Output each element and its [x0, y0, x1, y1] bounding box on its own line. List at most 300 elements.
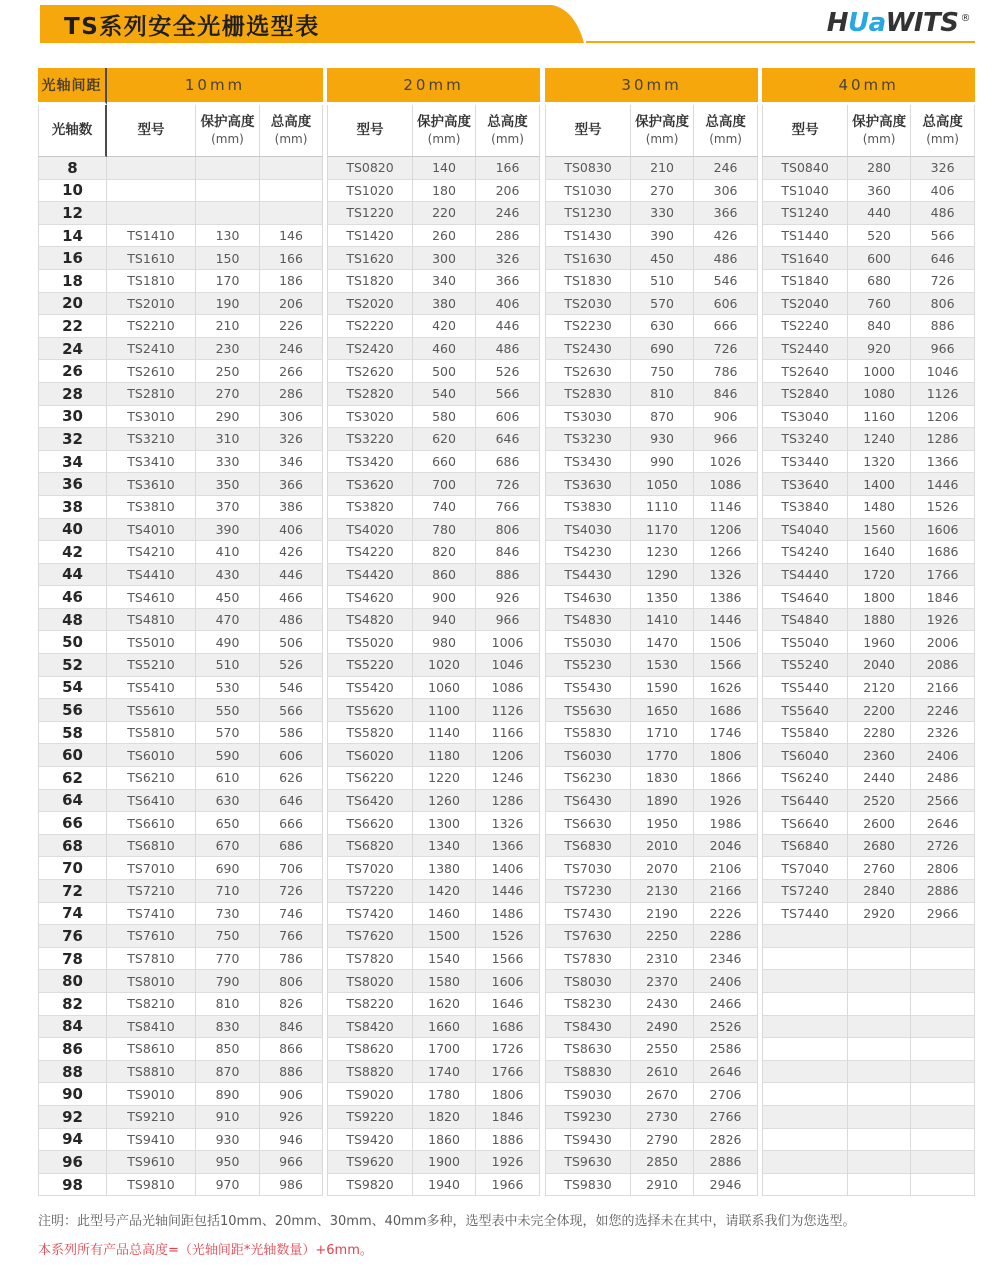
model-cell: TS8230: [545, 993, 631, 1016]
total-height-cell: 226: [260, 315, 323, 338]
table-row: [38, 1083, 975, 1106]
protect-height-cell: 680: [848, 270, 911, 293]
model-cell: TS3610: [107, 473, 196, 496]
model-cell: TS5040: [762, 631, 848, 654]
axis-count-cell: 32: [38, 428, 107, 451]
total-height-cell: 366: [260, 473, 323, 496]
model-cell: TS1420: [327, 225, 413, 248]
model-cell: TS2230: [545, 315, 631, 338]
protect-height-cell: 280: [848, 157, 911, 180]
unit-label: (mm): [211, 131, 244, 146]
total-height-cell: 1686: [911, 541, 975, 564]
total-height-cell: 2226: [694, 903, 758, 926]
table-row: [38, 451, 975, 474]
axis-count-cell: 10: [38, 180, 107, 203]
table-row: [38, 925, 975, 948]
axis-count-cell: 72: [38, 880, 107, 903]
protect-height-cell: 2730: [631, 1106, 694, 1129]
total-height-cell: 886: [911, 315, 975, 338]
total-height-cell: 746: [260, 903, 323, 926]
model-cell: TS3230: [545, 428, 631, 451]
protect-height-cell: 790: [196, 970, 260, 993]
protect-height-header: 保护高度 (mm): [848, 105, 911, 157]
total-height-cell: 1886: [476, 1129, 540, 1152]
model-cell: TS8830: [545, 1061, 631, 1084]
model-cell: TS3630: [545, 473, 631, 496]
axis-count-cell: 44: [38, 564, 107, 587]
protect-height-cell: 1340: [413, 835, 476, 858]
model-cell: TS5810: [107, 722, 196, 745]
protect-height-cell: 1000: [848, 360, 911, 383]
protect-height-cell: 2120: [848, 677, 911, 700]
protect-height-cell: 330: [631, 202, 694, 225]
protect-height-cell: 970: [196, 1174, 260, 1197]
table-row: [38, 270, 975, 293]
total-height-cell: 1366: [911, 451, 975, 474]
axis-count-cell: 64: [38, 790, 107, 813]
model-cell: TS8630: [545, 1038, 631, 1061]
protect-height-cell: 1110: [631, 496, 694, 519]
total-height-cell: 2106: [694, 857, 758, 880]
banner-swoosh-icon: [545, 5, 587, 43]
protect-height-cell: 1500: [413, 925, 476, 948]
model-cell: TS2210: [107, 315, 196, 338]
page-header: [0, 0, 1000, 68]
model-cell: TS6420: [327, 790, 413, 813]
total-height-cell: 1126: [476, 699, 540, 722]
total-height-cell: 966: [694, 428, 758, 451]
model-cell: TS3440: [762, 451, 848, 474]
model-cell: [762, 1106, 848, 1129]
model-cell: TS2630: [545, 360, 631, 383]
model-cell: TS5830: [545, 722, 631, 745]
protect-height-header: 保护高度 (mm): [631, 105, 694, 157]
axis-count-cell: 78: [38, 948, 107, 971]
model-cell: TS2810: [107, 383, 196, 406]
model-cell: TS6040: [762, 744, 848, 767]
total-height-cell: 806: [260, 970, 323, 993]
model-cell: [762, 1151, 848, 1174]
model-cell: TS2410: [107, 338, 196, 361]
total-height-cell: 406: [476, 293, 540, 316]
total-height-cell: 1746: [694, 722, 758, 745]
total-height-cell: 2646: [911, 812, 975, 835]
protect-height-header: 保护高度 (mm): [413, 105, 476, 157]
model-cell: TS1040: [762, 180, 848, 203]
model-cell: TS2020: [327, 293, 413, 316]
total-height-cell: 2826: [694, 1129, 758, 1152]
model-cell: TS5440: [762, 677, 848, 700]
protect-height-cell: 210: [196, 315, 260, 338]
total-height-cell: 866: [260, 1038, 323, 1061]
model-cell: TS9410: [107, 1129, 196, 1152]
model-cell: TS1630: [545, 247, 631, 270]
protect-height-cell: 2200: [848, 699, 911, 722]
model-cell: TS7010: [107, 857, 196, 880]
protect-height-cell: 1950: [631, 812, 694, 835]
model-cell: [762, 1083, 848, 1106]
model-cell: TS8820: [327, 1061, 413, 1084]
protect-height-cell: [848, 1174, 911, 1197]
axis-count-cell: 60: [38, 744, 107, 767]
table-row: [38, 744, 975, 767]
model-cell: TS4020: [327, 519, 413, 542]
total-height-cell: 1726: [476, 1038, 540, 1061]
total-height-cell: 1206: [694, 519, 758, 542]
total-height-cell: 926: [476, 586, 540, 609]
protect-height-cell: [848, 1061, 911, 1084]
model-cell: TS7040: [762, 857, 848, 880]
model-cell: TS5610: [107, 699, 196, 722]
model-cell: TS7410: [107, 903, 196, 926]
protect-height-cell: 1650: [631, 699, 694, 722]
total-height-cell: 2006: [911, 631, 975, 654]
protect-height-cell: 2370: [631, 970, 694, 993]
protect-height-cell: 1900: [413, 1151, 476, 1174]
table-row: [38, 880, 975, 903]
total-height-cell: 2726: [911, 835, 975, 858]
total-height-cell: 1646: [476, 993, 540, 1016]
total-height-cell: 1266: [694, 541, 758, 564]
total-height-cell: 2966: [911, 903, 975, 926]
protect-height-cell: 390: [196, 519, 260, 542]
table-row: [38, 631, 975, 654]
total-height-cell: 2166: [911, 677, 975, 700]
model-cell: TS6010: [107, 744, 196, 767]
model-cell: TS9230: [545, 1106, 631, 1129]
model-header: 型号: [327, 105, 413, 157]
protect-height-cell: [848, 993, 911, 1016]
model-cell: TS9210: [107, 1106, 196, 1129]
protect-height-cell: 940: [413, 609, 476, 632]
protect-height-cell: 600: [848, 247, 911, 270]
protect-height-cell: 990: [631, 451, 694, 474]
protect-height-cell: 930: [196, 1129, 260, 1152]
protect-height-cell: 1380: [413, 857, 476, 880]
model-cell: TS8430: [545, 1016, 631, 1039]
table-row: [38, 1174, 975, 1197]
protect-height-cell: 860: [413, 564, 476, 587]
protect-height-cell: 1350: [631, 586, 694, 609]
protect-height-cell: 920: [848, 338, 911, 361]
protect-height-cell: 910: [196, 1106, 260, 1129]
total-height-cell: 2886: [911, 880, 975, 903]
protect-height-cell: 900: [413, 586, 476, 609]
total-height-cell: [911, 993, 975, 1016]
table-row: [38, 699, 975, 722]
model-cell: TS3220: [327, 428, 413, 451]
model-cell: TS6230: [545, 767, 631, 790]
axis-count-cell: 8: [38, 157, 107, 180]
protect-height-cell: 1100: [413, 699, 476, 722]
total-height-cell: 1446: [476, 880, 540, 903]
total-height-cell: 2886: [694, 1151, 758, 1174]
model-cell: TS7020: [327, 857, 413, 880]
total-height-cell: 786: [260, 948, 323, 971]
total-height-header: 总高度 (mm): [911, 105, 975, 157]
total-height-cell: 906: [694, 406, 758, 429]
protect-height-cell: 340: [413, 270, 476, 293]
model-cell: TS6610: [107, 812, 196, 835]
total-height-cell: 546: [260, 677, 323, 700]
model-cell: TS7220: [327, 880, 413, 903]
axis-count-cell: 38: [38, 496, 107, 519]
protect-height-cell: 810: [631, 383, 694, 406]
total-height-cell: 686: [476, 451, 540, 474]
model-cell: TS4210: [107, 541, 196, 564]
total-height-cell: 1686: [476, 1016, 540, 1039]
table-body: [38, 157, 975, 1196]
table-row: [38, 654, 975, 677]
total-height-cell: 2466: [694, 993, 758, 1016]
model-cell: TS2840: [762, 383, 848, 406]
table-row: [38, 496, 975, 519]
protect-height-cell: 2920: [848, 903, 911, 926]
total-height-cell: 766: [476, 496, 540, 519]
title-banner-bg: [40, 5, 545, 43]
axis-count-cell: 46: [38, 586, 107, 609]
protect-height-cell: 2040: [848, 654, 911, 677]
total-height-cell: 1046: [911, 360, 975, 383]
total-height-cell: 2806: [911, 857, 975, 880]
model-cell: TS1030: [545, 180, 631, 203]
protect-height-cell: 440: [848, 202, 911, 225]
protect-height-cell: 1800: [848, 586, 911, 609]
protect-height-cell: 350: [196, 473, 260, 496]
table-row: [38, 338, 975, 361]
model-cell: TS4630: [545, 586, 631, 609]
protect-height-cell: 1180: [413, 744, 476, 767]
protect-height-cell: 510: [631, 270, 694, 293]
protect-height-cell: 2790: [631, 1129, 694, 1152]
model-cell: TS3840: [762, 496, 848, 519]
model-cell: TS8210: [107, 993, 196, 1016]
total-height-cell: 1966: [476, 1174, 540, 1197]
table-row: [38, 247, 975, 270]
protect-height-cell: 820: [413, 541, 476, 564]
model-cell: TS5240: [762, 654, 848, 677]
protect-height-cell: 1170: [631, 519, 694, 542]
total-height-cell: 786: [694, 360, 758, 383]
table-row: [38, 835, 975, 858]
model-cell: TS8610: [107, 1038, 196, 1061]
total-height-cell: 1606: [911, 519, 975, 542]
axis-count-cell: 30: [38, 406, 107, 429]
total-height-header: 总高度 (mm): [260, 105, 323, 157]
model-cell: TS8420: [327, 1016, 413, 1039]
total-height-cell: 1526: [911, 496, 975, 519]
model-cell: TS4040: [762, 519, 848, 542]
total-height-cell: 1206: [911, 406, 975, 429]
model-cell: TS4410: [107, 564, 196, 587]
protect-height-cell: 380: [413, 293, 476, 316]
group-header-row: [38, 68, 975, 105]
model-cell: TS7430: [545, 903, 631, 926]
total-height-cell: 426: [694, 225, 758, 248]
model-cell: TS5020: [327, 631, 413, 654]
group-header-10mm: 10mm: [107, 68, 323, 105]
total-height-cell: 2406: [911, 744, 975, 767]
table-row: [38, 315, 975, 338]
table-row: [38, 1061, 975, 1084]
total-height-cell: 946: [260, 1129, 323, 1152]
model-cell: TS7610: [107, 925, 196, 948]
protect-height-cell: 450: [631, 247, 694, 270]
axis-count-cell: 74: [38, 903, 107, 926]
model-cell: TS6830: [545, 835, 631, 858]
protect-height-cell: 570: [196, 722, 260, 745]
model-cell: TS3040: [762, 406, 848, 429]
model-cell: TS3420: [327, 451, 413, 474]
table-row: [38, 1129, 975, 1152]
protect-height-cell: 420: [413, 315, 476, 338]
total-height-cell: 386: [260, 496, 323, 519]
total-height-cell: 446: [260, 564, 323, 587]
note-selection: 注明：此型号产品光轴间距包括10mm、20mm、30mm、40mm多种，选型表中未完全体现，如您的选择未在其中，请联系我们为您选型。: [38, 1214, 856, 1230]
total-height-cell: 726: [911, 270, 975, 293]
total-height-cell: 166: [476, 157, 540, 180]
total-height-cell: 1126: [911, 383, 975, 406]
total-height-cell: 1986: [694, 812, 758, 835]
protect-height-cell: 1590: [631, 677, 694, 700]
total-height-cell: 1566: [694, 654, 758, 677]
protect-height-header: 保护高度 (mm): [196, 105, 260, 157]
model-cell: TS8410: [107, 1016, 196, 1039]
model-cell: TS1220: [327, 202, 413, 225]
axis-count-cell: 88: [38, 1061, 107, 1084]
total-height-cell: 1026: [694, 451, 758, 474]
protect-height-cell: 770: [196, 948, 260, 971]
protect-height-cell: 760: [848, 293, 911, 316]
model-cell: TS5420: [327, 677, 413, 700]
total-height-cell: 2526: [694, 1016, 758, 1039]
total-height-cell: [911, 1151, 975, 1174]
corner-header-cell: 光轴间距: [38, 68, 107, 105]
total-height-cell: 306: [694, 180, 758, 203]
model-cell: TS2040: [762, 293, 848, 316]
protect-height-cell: 1420: [413, 880, 476, 903]
model-cell: TS5630: [545, 699, 631, 722]
model-cell: TS7810: [107, 948, 196, 971]
model-cell: TS4240: [762, 541, 848, 564]
model-cell: TS1430: [545, 225, 631, 248]
axis-count-cell: 82: [38, 993, 107, 1016]
footnotes: [38, 1212, 970, 1262]
model-cell: TS7420: [327, 903, 413, 926]
axis-count-cell: 68: [38, 835, 107, 858]
table-row: [38, 428, 975, 451]
model-cell: TS3210: [107, 428, 196, 451]
total-height-cell: 1686: [694, 699, 758, 722]
total-height-cell: 686: [260, 835, 323, 858]
protect-height-cell: 370: [196, 496, 260, 519]
model-cell: TS3640: [762, 473, 848, 496]
protect-height-cell: 1240: [848, 428, 911, 451]
table-row: [38, 564, 975, 587]
model-cell: TS0840: [762, 157, 848, 180]
axis-count-cell: 36: [38, 473, 107, 496]
table-row: [38, 519, 975, 542]
selection-table: [38, 68, 975, 1196]
axis-count-cell: 90: [38, 1083, 107, 1106]
protect-height-cell: 810: [196, 993, 260, 1016]
protect-height-cell: 140: [413, 157, 476, 180]
total-height-cell: 246: [694, 157, 758, 180]
protect-height-cell: 1560: [848, 519, 911, 542]
protect-height-cell: [848, 970, 911, 993]
model-cell: TS5210: [107, 654, 196, 677]
model-cell: TS1610: [107, 247, 196, 270]
table-row: [38, 225, 975, 248]
model-cell: TS7630: [545, 925, 631, 948]
total-height-cell: 1406: [476, 857, 540, 880]
model-cell: TS7030: [545, 857, 631, 880]
model-cell: TS8620: [327, 1038, 413, 1061]
protect-height-cell: 1780: [413, 1083, 476, 1106]
model-cell: TS2010: [107, 293, 196, 316]
model-cell: TS5220: [327, 654, 413, 677]
protect-height-cell: 1700: [413, 1038, 476, 1061]
protect-height-cell: 580: [413, 406, 476, 429]
model-cell: TS4440: [762, 564, 848, 587]
model-cell: TS1640: [762, 247, 848, 270]
registered-mark-icon: ®: [960, 13, 970, 25]
total-height-cell: 1086: [476, 677, 540, 700]
total-height-cell: 986: [260, 1174, 323, 1197]
protect-height-cell: 300: [413, 247, 476, 270]
protect-height-cell: [848, 1083, 911, 1106]
protect-height-cell: 710: [196, 880, 260, 903]
model-cell: TS3410: [107, 451, 196, 474]
axis-count-cell: 18: [38, 270, 107, 293]
axis-count-cell: 34: [38, 451, 107, 474]
axis-count-cell: 84: [38, 1016, 107, 1039]
axis-count-cell: 26: [38, 360, 107, 383]
protect-height-cell: 1220: [413, 767, 476, 790]
total-height-cell: 1926: [694, 790, 758, 813]
table-row: [38, 157, 975, 180]
model-cell: TS3240: [762, 428, 848, 451]
table-row: [38, 948, 975, 971]
total-height-cell: 1246: [476, 767, 540, 790]
protect-height-cell: 1890: [631, 790, 694, 813]
protect-height-cell: 1050: [631, 473, 694, 496]
total-height-cell: 1846: [911, 586, 975, 609]
total-height-cell: 266: [260, 360, 323, 383]
total-height-cell: 626: [260, 767, 323, 790]
total-height-cell: 706: [260, 857, 323, 880]
total-height-header: 总高度 (mm): [694, 105, 758, 157]
table-row: [38, 970, 975, 993]
model-cell: TS1830: [545, 270, 631, 293]
total-height-cell: 486: [911, 202, 975, 225]
model-cell: TS4820: [327, 609, 413, 632]
total-height-cell: 1926: [911, 609, 975, 632]
total-height-cell: [911, 1061, 975, 1084]
axis-count-cell: 76: [38, 925, 107, 948]
protect-height-cell: 1940: [413, 1174, 476, 1197]
protect-height-cell: 1230: [631, 541, 694, 564]
total-height-cell: 2706: [694, 1083, 758, 1106]
model-cell: TS5640: [762, 699, 848, 722]
model-cell: TS2610: [107, 360, 196, 383]
total-height-cell: 806: [476, 519, 540, 542]
total-height-cell: 1806: [694, 744, 758, 767]
protect-height-cell: 430: [196, 564, 260, 587]
protect-height-cell: 2190: [631, 903, 694, 926]
model-cell: TS9430: [545, 1129, 631, 1152]
protect-height-cell: 700: [413, 473, 476, 496]
